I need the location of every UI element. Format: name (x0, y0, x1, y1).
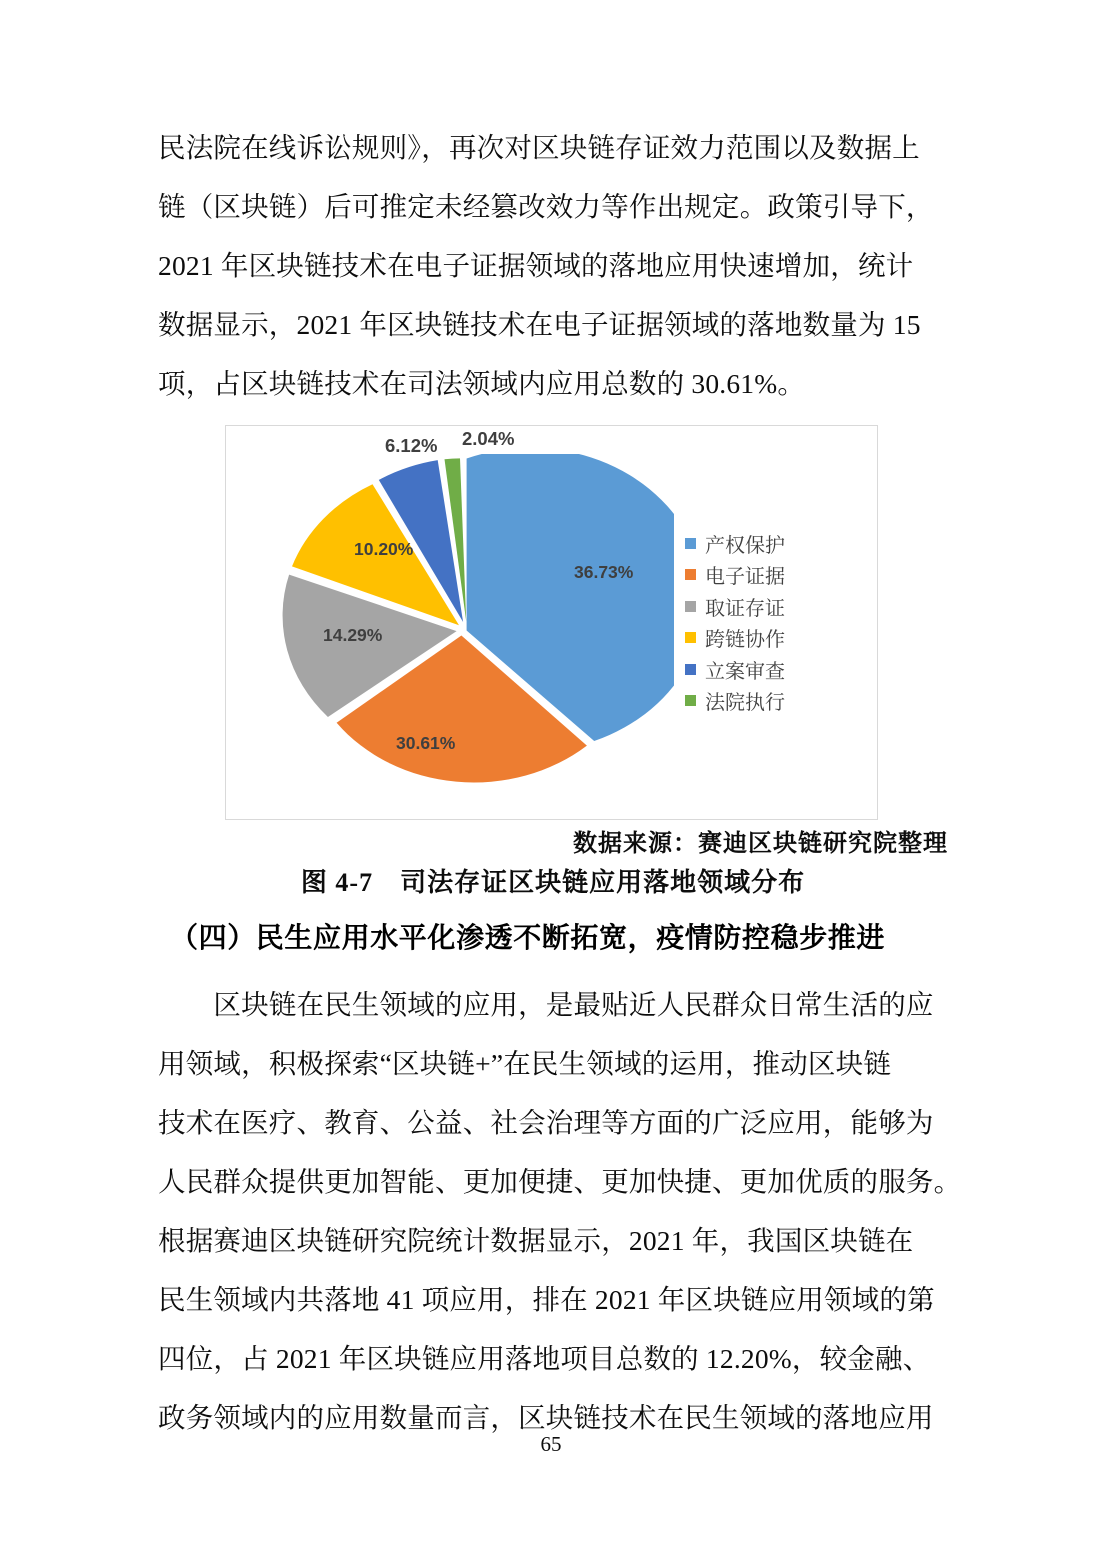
pie-value-label-法院执行: 2.04% (462, 428, 515, 449)
legend-item-产权保护 (685, 532, 785, 557)
paragraph-line-text: 根据赛迪区块链研究院统计数据显示，2021 年，我国区块链在 (158, 1225, 914, 1256)
legend-swatch-icon (685, 664, 696, 675)
paragraph-line-text: 人民群众提供更加智能、更加便捷、更加快捷、更加优质的服务。 (158, 1166, 962, 1197)
pie-chart-graphic (254, 454, 674, 809)
paragraph-line-text: 用领域，积极探索“区块链+”在民生领域的运用，推动区块链 (158, 1048, 892, 1079)
legend-label: 法院执行 (705, 692, 785, 714)
legend-swatch-icon (685, 695, 696, 706)
pie-value-label-取证存证: 14.29% (323, 625, 383, 645)
paragraph-line-text: 区块链在民生领域的应用，是最贴近人民群众日常生活的应 (158, 989, 934, 1020)
legend-item-跨链协作 (685, 627, 785, 649)
pie-value-label-立案审查: 6.12% (385, 435, 438, 456)
paragraph-line-text: 项，占区块链技术在司法领域内应用总数的 30.61%。 (158, 368, 806, 399)
paragraph-line (158, 1152, 962, 1211)
page-number: 65 (540, 1432, 562, 1456)
paragraph-bottom (158, 975, 962, 1447)
legend-item-立案审查 (685, 658, 785, 683)
legend-swatch-icon (685, 569, 696, 580)
paragraph-line-text: 民生领域内共落地 41 项应用，排在 2021 年区块链应用领域的第 (158, 1284, 935, 1315)
pie-chart-figure (225, 425, 878, 820)
paragraph-line (158, 1270, 948, 1329)
paragraph-line (158, 1093, 948, 1152)
legend-swatch-icon (685, 538, 696, 549)
paragraph-line-text: 四位，占 2021 年区块链应用落地项目总数的 12.20%，较金融、 (158, 1343, 931, 1374)
section-heading: （四）民生应用水平化渗透不断拓宽，疫情防控稳步推进 (170, 923, 886, 954)
paragraph-line (158, 177, 948, 236)
legend-label: 电子证据 (705, 566, 785, 588)
legend-swatch-icon (685, 601, 696, 612)
pie-value-label-电子证据: 30.61% (396, 733, 456, 753)
paragraph-line-text: 2021 年区块链技术在电子证据领域的落地应用快速增加，统计 (158, 250, 914, 281)
paragraph-line (158, 295, 948, 354)
paragraph-line (158, 1034, 948, 1093)
paragraph-line-text: 政务领域内的应用数量而言，区块链技术在民生领域的落地应用 (158, 1402, 934, 1433)
chart-inner (226, 426, 877, 819)
paragraph-line-text: 技术在医疗、教育、公益、社会治理等方面的广泛应用，能够为 (158, 1107, 934, 1138)
paragraph-line (158, 1211, 948, 1270)
legend-label: 立案审查 (705, 660, 785, 683)
pie-value-label-跨链协作: 10.20% (354, 539, 414, 559)
chart-legend (685, 532, 785, 712)
legend-item-电子证据 (685, 564, 785, 586)
paragraph-bottom-text (158, 975, 962, 1447)
figure-source-note: 数据来源：赛迪区块链研究院整理 (573, 831, 948, 857)
legend-swatch-icon (685, 632, 696, 643)
paragraph-line (158, 236, 948, 295)
paragraph-line-text: 民法院在线诉讼规则》，再次对区块链存证效力范围以及数据上 (158, 132, 920, 163)
paragraph-line-text: 链（区块链）后可推定未经篡改效力等作出规定。政策引导下， (158, 191, 934, 222)
paragraph-line (158, 1329, 948, 1388)
legend-label: 取证存证 (705, 597, 785, 620)
legend-item-法院执行 (685, 690, 785, 712)
paragraph-line (158, 975, 948, 1034)
pie-slices (283, 454, 674, 782)
paragraph-line-text: 数据显示，2021 年区块链技术在电子证据领域的落地数量为 15 (158, 309, 921, 340)
paragraph-top (158, 118, 948, 413)
legend-item-取证存证 (685, 595, 785, 620)
pie-svg (254, 454, 674, 809)
figure-caption: 图 4-7 司法存证区块链应用落地领域分布 (300, 868, 806, 897)
paragraph-line (158, 354, 948, 413)
pie-value-label-产权保护: 36.73% (574, 562, 634, 582)
paragraph-top-text (158, 118, 948, 413)
paragraph-line (158, 118, 948, 177)
legend-label: 跨链协作 (705, 629, 785, 651)
legend-label: 产权保护 (705, 534, 785, 557)
